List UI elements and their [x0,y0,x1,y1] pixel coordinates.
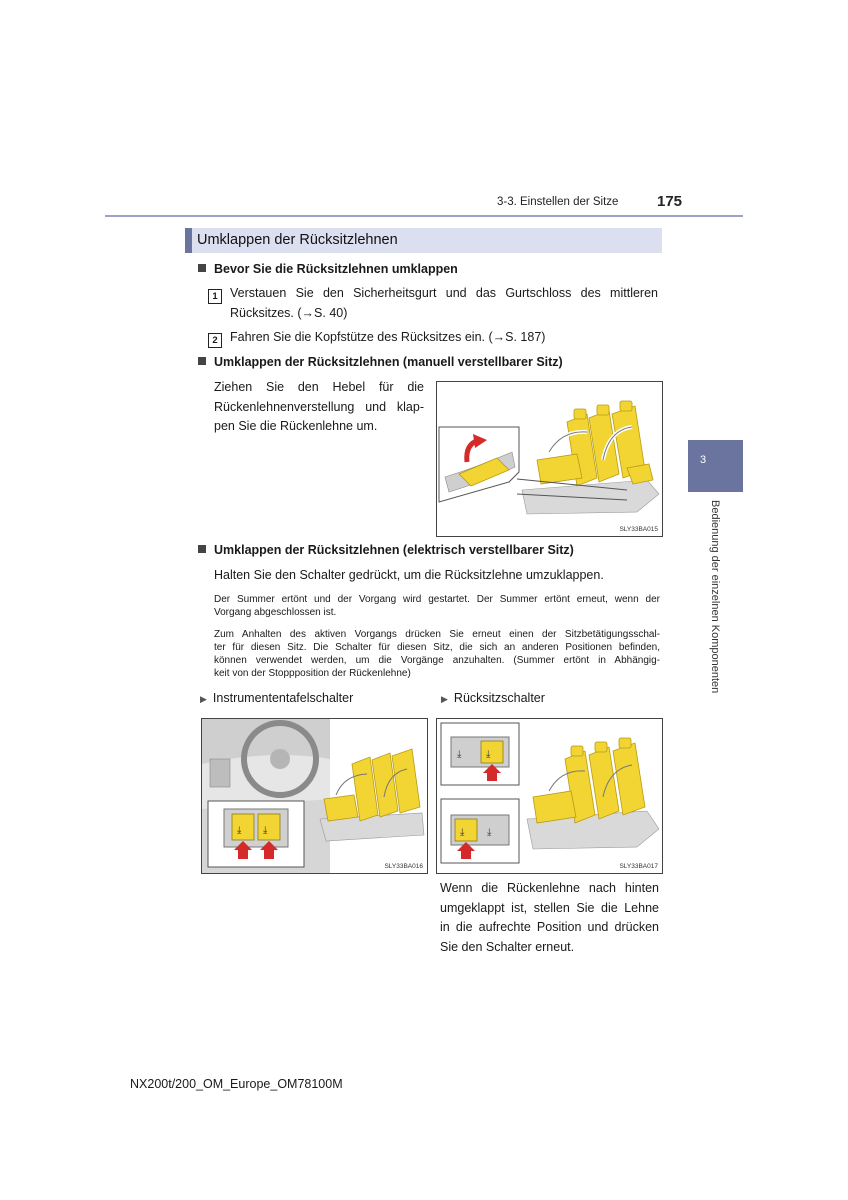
chapter-title: 3-3. Einstellen der Sitze [497,196,619,208]
section-accent [185,228,192,253]
electric-note-1 [214,593,660,619]
chapter-tab-number: 3 [700,454,707,466]
triangle-bullet-icon: ▶ [200,694,207,704]
electric-note-2 [214,628,660,680]
bullet-square-icon [198,264,206,272]
electric-heading [198,543,574,557]
note-1-line-2: Vorgang abgeschlossen ist. [214,607,337,618]
note-1-line-1: Der Summer ertönt und der Vorgang wird gestartet. Der Summer ertönt erneut, wenn der [214,594,660,605]
before-heading [198,262,458,276]
caption-line-2: umgeklappt ist, stellen Sie die Lehne [440,900,659,915]
section-title: Umklappen der Rücksitzlehnen [197,232,398,248]
rear-seat-switch-figure [436,718,663,874]
step-number-badge: 1 [208,289,222,304]
caption-line-3: in die aufrechte Position und drücken [440,920,659,934]
bullet-square-icon [198,545,206,553]
manual-line-1: Ziehen Sie den Hebel für die [214,380,424,394]
rear-figure-caption [440,879,659,957]
step-2-text: Fahren Sie die Kopfstütze des Rücksitzes ein. (→S. 187) [230,330,546,344]
page-number: 175 [657,193,683,210]
step-1-text [230,284,658,323]
bullet-square-icon [198,357,206,365]
instrument-panel-figure [201,718,428,874]
right-figure-label [441,689,545,710]
manual-heading [198,355,563,369]
footer-document-id: NX200t/200_OM_Europe_OM78100M [130,1077,343,1091]
step-1 [208,286,222,304]
note-2-line-2: ter für diesen Sitz. Die Schalter für diesen Sitz, die sich an anderen Positionen befinden, [214,642,660,653]
left-figure-label-text: Instrumententafelschalter [212,691,354,705]
section-header [185,228,662,253]
caption-line-4: Sie den Schalter erneut. [440,939,575,954]
step-1-line-1: Verstauen Sie den Sicherheitsgurt und das Gurtschloss des mittleren [230,286,658,300]
instrument-panel-illustration [202,719,427,873]
svg-text:⤓: ⤓ [457,749,462,760]
rear-seat-switch-illustration [437,719,662,873]
svg-text:⤓: ⤓ [487,827,492,838]
electric-heading-text: Umklappen der Rücksitzlehnen (elektrisch verstellbarer Sitz) [214,543,574,557]
svg-text:⤓: ⤓ [460,827,465,838]
header-rule [105,215,743,217]
manual-paragraph [214,378,424,437]
note-2-line-1: Zum Anhalten des aktiven Vorgangs drücken Sie erneut einen der Sitzbetätigungsschal- [214,629,660,640]
triangle-bullet-icon: ▶ [441,694,448,704]
caption-line-1: Wenn die Rückenlehne nach hinten [440,881,659,895]
chapter-tab [688,440,743,492]
chapter-tab-label-box [709,500,723,710]
note-2-line-3: können verwendet werden, um die Vorgänge anzuhalten. (Summer ertönt in Abhängig- [214,655,660,666]
svg-text:⤓: ⤓ [263,825,268,836]
chapter-tab-label: Bedienung der einzelnen Komponenten [709,500,721,694]
manual-heading-text: Umklappen der Rücksitzlehnen (manuell verstellbarer Sitz) [214,355,563,369]
before-heading-text: Bevor Sie die Rücksitzlehnen umklappen [214,262,458,276]
right-figure-label-text: Rücksitzschalter [453,691,545,705]
figure-code: SLY33BA017 [619,863,658,870]
manual-seat-figure [436,381,663,537]
step-number-badge: 2 [208,333,222,348]
figure-code: SLY33BA015 [619,526,658,533]
left-figure-label [200,689,353,710]
electric-intro: Halten Sie den Schalter gedrückt, um die Rücksitzlehne umzuklappen. [214,568,604,582]
manual-line-3: pen Sie die Rückenlehne um. [214,419,378,433]
manual-seat-illustration [437,382,662,536]
manual-line-2: Rückenlehnenverstellung und klap- [214,399,424,414]
svg-text:⤓: ⤓ [486,749,491,760]
step-2 [208,330,222,348]
note-2-line-4: keit von der Stoppposition der Rückenlehne) [214,668,411,679]
svg-text:⤓: ⤓ [237,825,242,836]
step-1-line-2: Rücksitzes. (→S. 40) [230,305,348,320]
figure-code: SLY33BA016 [384,863,423,870]
